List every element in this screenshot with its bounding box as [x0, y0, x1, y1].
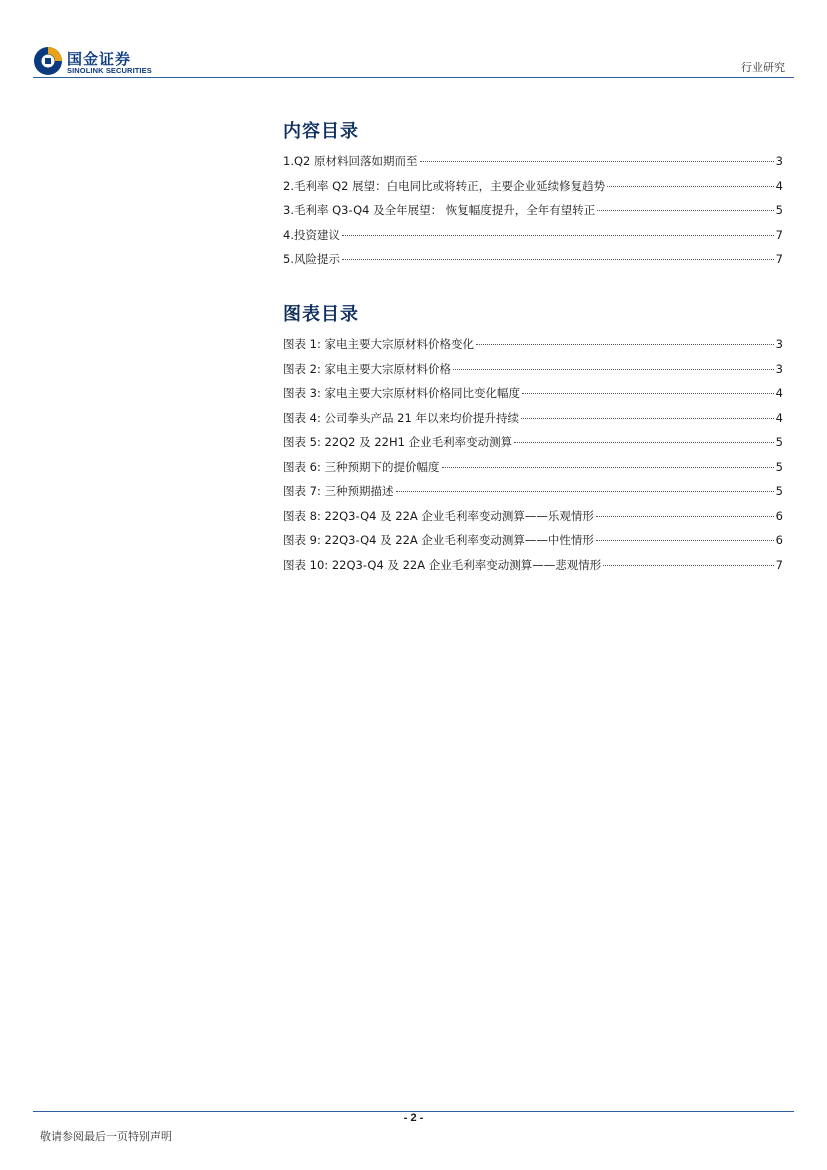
- toc-page-number[interactable]: 3: [775, 154, 783, 168]
- dot-leader: [596, 516, 774, 517]
- toc-entry-label[interactable]: 图表 10: 22Q3-Q4 及 22A 企业毛利率变动测算——悲观情形: [283, 557, 602, 572]
- toc-page-number[interactable]: 5: [775, 435, 783, 449]
- toc-page-number[interactable]: 4: [775, 386, 783, 400]
- dot-leader: [453, 369, 774, 370]
- company-logo: [33, 46, 153, 78]
- dot-leader: [514, 442, 774, 443]
- dot-leader: [522, 393, 774, 394]
- figures-section: [283, 300, 783, 581]
- figure-entry[interactable]: [283, 459, 783, 484]
- toc-entry-label[interactable]: 图表 5: 22Q2 及 22H1 企业毛利率变动测算: [283, 435, 513, 449]
- page-header: [0, 0, 827, 82]
- toc-entry-label[interactable]: 图表 3: 家电主要大宗原材料价格同比变化幅度: [283, 386, 520, 400]
- toc-entry-label[interactable]: 图表 7: 三种预期描述: [283, 484, 394, 498]
- figure-entry[interactable]: [283, 483, 783, 508]
- figures-list: [283, 336, 783, 581]
- dot-leader: [597, 210, 773, 211]
- toc-entry-label[interactable]: 3.毛利率 Q3-Q4 及全年展望： 恢复幅度提升，全年有望转正: [283, 203, 596, 217]
- contents-entry[interactable]: [283, 178, 783, 203]
- contents-section: [283, 117, 783, 276]
- dot-leader: [607, 186, 774, 187]
- figure-entry[interactable]: [283, 557, 783, 582]
- sinolink-logo-icon: [33, 46, 63, 76]
- dot-leader: [442, 467, 774, 468]
- dot-leader: [396, 491, 774, 492]
- toc-page-number[interactable]: 3: [775, 361, 783, 376]
- figure-entry[interactable]: [283, 508, 783, 533]
- dot-leader: [521, 418, 774, 419]
- contents-list: [283, 153, 783, 276]
- dot-leader: [342, 259, 774, 260]
- figure-entry[interactable]: [283, 336, 783, 361]
- header-divider: [33, 77, 794, 78]
- toc-entry-label[interactable]: 2.毛利率 Q2 展望：白电同比或将转正，主要企业延续修复趋势: [283, 178, 606, 193]
- page-number: - 2 -: [403, 1112, 424, 1124]
- toc-entry-label[interactable]: 1.Q2 原材料回落如期而至: [283, 154, 418, 168]
- dot-leader: [603, 565, 773, 566]
- figure-entry[interactable]: [283, 532, 783, 557]
- contents-entry[interactable]: [283, 202, 783, 227]
- figure-entry[interactable]: [283, 361, 783, 386]
- toc-page-number[interactable]: 4: [775, 178, 783, 193]
- dot-leader: [342, 235, 774, 236]
- contents-entry[interactable]: [283, 251, 783, 276]
- toc-entry-label[interactable]: 5.风险提示: [283, 252, 340, 266]
- report-category: 行业研究: [741, 61, 785, 74]
- toc-page-number[interactable]: 7: [775, 252, 783, 266]
- toc-page-number[interactable]: 4: [775, 410, 783, 425]
- toc-entry-label[interactable]: 4.投资建议: [283, 227, 340, 242]
- figure-entry[interactable]: [283, 410, 783, 435]
- toc-page-number[interactable]: 3: [775, 337, 783, 351]
- figure-entry[interactable]: [283, 385, 783, 410]
- toc-entry-label[interactable]: 图表 6: 三种预期下的提价幅度: [283, 459, 440, 474]
- toc-page-number[interactable]: 7: [775, 557, 783, 572]
- toc-entry-label[interactable]: 图表 8: 22Q3-Q4 及 22A 企业毛利率变动测算——乐观情形: [283, 508, 594, 523]
- figure-entry[interactable]: [283, 434, 783, 459]
- toc-entry-label[interactable]: 图表 4: 公司拳头产品 21 年以来均价提升持续: [283, 410, 519, 425]
- logo-chinese-name: 国金证券: [67, 50, 132, 68]
- logo-english-name: SINOLINK SECURITIES: [67, 66, 152, 75]
- dot-leader: [476, 344, 774, 345]
- figures-title: 图表目录: [283, 304, 359, 325]
- toc-entry-label[interactable]: 图表 9: 22Q3-Q4 及 22A 企业毛利率变动测算——中性情形: [283, 533, 594, 547]
- dot-leader: [420, 161, 774, 162]
- toc-page-number[interactable]: 5: [775, 484, 783, 498]
- toc-page-number[interactable]: 7: [775, 227, 783, 242]
- dot-leader: [596, 540, 774, 541]
- toc-page-number[interactable]: 5: [775, 203, 783, 217]
- disclaimer-text: 敬请参阅最后一页特别声明: [40, 1130, 172, 1143]
- toc-page-number[interactable]: 6: [775, 533, 783, 547]
- contents-entry[interactable]: [283, 153, 783, 178]
- toc-entry-label[interactable]: 图表 2: 家电主要大宗原材料价格: [283, 361, 452, 376]
- toc-page-number[interactable]: 6: [775, 508, 783, 523]
- toc-page-number[interactable]: 5: [775, 459, 783, 474]
- contents-title: 内容目录: [283, 121, 359, 142]
- contents-entry[interactable]: [283, 227, 783, 252]
- toc-entry-label[interactable]: 图表 1: 家电主要大宗原材料价格变化: [283, 337, 475, 351]
